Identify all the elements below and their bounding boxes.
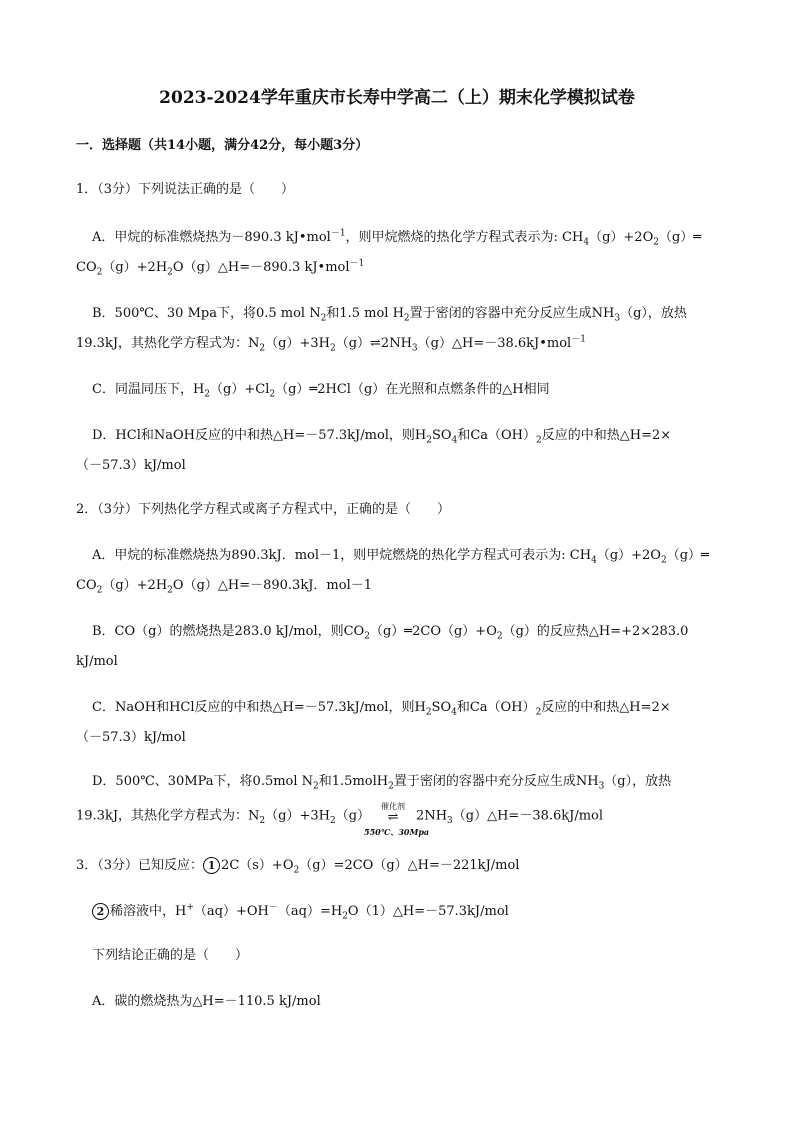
q3-option-a: A．碳的燃烧热为△H=－110.5 kJ/mol (92, 994, 321, 1009)
q2-option-a-line1: A．甲烷的标准燃烧热为890.3kJ．mol－1，则甲烷燃烧的热化学方程式可表示为: $CH_4(g)+2O_2(g)═$ (92, 548, 709, 566)
circled-number-1: 1 (203, 857, 220, 874)
q1-option-d-line2: （－57.3）kJ/mol (76, 458, 186, 473)
q1-option-c: C．同温同压下，$H_2(g)+Cl_2(g)═2HCl(g)$在光照和点燃条件的△H相同 (92, 382, 550, 400)
q1-option-d-line1: D．HCl和NaOH反应的中和热△H=－57.3kJ/mol，则$H_2SO_4$和$Ca(OH)_2$反应的中和热△H=2× (92, 428, 672, 446)
circled-number-2: 2 (92, 903, 109, 920)
question-1-stem: 1．（3分）下列说法正确的是（ ） (76, 182, 295, 197)
section-heading: 一．选择题（共14小题，满分42分，每小题3分） (76, 138, 369, 153)
q1-option-a-line2: $CO_2(g)+2H_2O(g)\triangle H=-890.3$ kJ•mol$^{-1}$ (76, 258, 365, 278)
question-2-stem: 2．（3分）下列热化学方程式或离子方程式中，正确的是（ ） (76, 502, 451, 517)
q2-option-d-line1: D．500℃、30MPa下，将0.5mol $N_2$和1.5molH$_2$置于密闭的容器中充分反应生成$NH_3(g)$，放热 (92, 774, 672, 792)
question-3-stem: 3．（3分）已知反应： 1 $2C(s)+O_2(g)=2CO(g)\triangle H=-221kJ$/mol (76, 858, 520, 876)
reaction-condition-arrow: 催化剂 ⇌ 550℃、30Mpa (364, 802, 430, 837)
q3-prompt: 下列结论正确的是（ ） (92, 948, 249, 963)
q1-option-b-line1: B．500℃、30 Mpa下，将0.5 mol $N_2$和1.5 mol $H_2$置于密闭的容器中充分反应生成$NH_3(g)$，放热 (92, 306, 687, 324)
q2-option-c-line1: C．NaOH和HCl反应的中和热△H=－57.3kJ/mol，则$H_2SO_4$和$Ca(OH)_2$反应的中和热△H=2× (92, 700, 671, 718)
q2-option-d-line2: 19.3kJ，其热化学方程式为：$N_2(g)+3H_2(g)$ 催化剂 ⇌ 550℃、30Mpa $2NH_3(g)\triangle H=-38.6kJ$/mol (76, 802, 604, 837)
page-title: 2023-2024学年重庆市长寿中学高二（上）期末化学模拟试卷 (159, 88, 635, 108)
q1-option-b-line2: 19.3kJ，其热化学方程式为：$N_2(g)+3H_2(g)\rightleftharpoons 2NH_3(g)\triangle H=-38.6kJ•mol^{-1}$ (76, 334, 586, 354)
q3-reaction-2: 2 稀溶液中，$H^+(aq)+OH^-(aq)=H_2O(1)\triangle H=-57.3kJ$/mol (92, 902, 509, 922)
q1-option-a-line1: A．甲烷的标准燃烧热为－890.3 kJ•mol$^{-1}$，则甲烷燃烧的热化学方程式表示为: $CH_4(g)+2O_2(g)═$ (92, 228, 702, 248)
q2-option-c-line2: （－57.3）kJ/mol (76, 730, 186, 745)
q2-option-b-line1: B．CO（g）的燃烧热是283.0 kJ/mol，则$CO_2(g)═2CO(g)+O_2(g)$的反应热△H=+2×283.0 (92, 624, 689, 642)
q2-option-b-line2: kJ/mol (76, 654, 118, 669)
q2-option-a-line2: $CO_2(g)+2H_2O(g)\triangle H=-890.3kJ$．mol－1 (76, 578, 373, 596)
